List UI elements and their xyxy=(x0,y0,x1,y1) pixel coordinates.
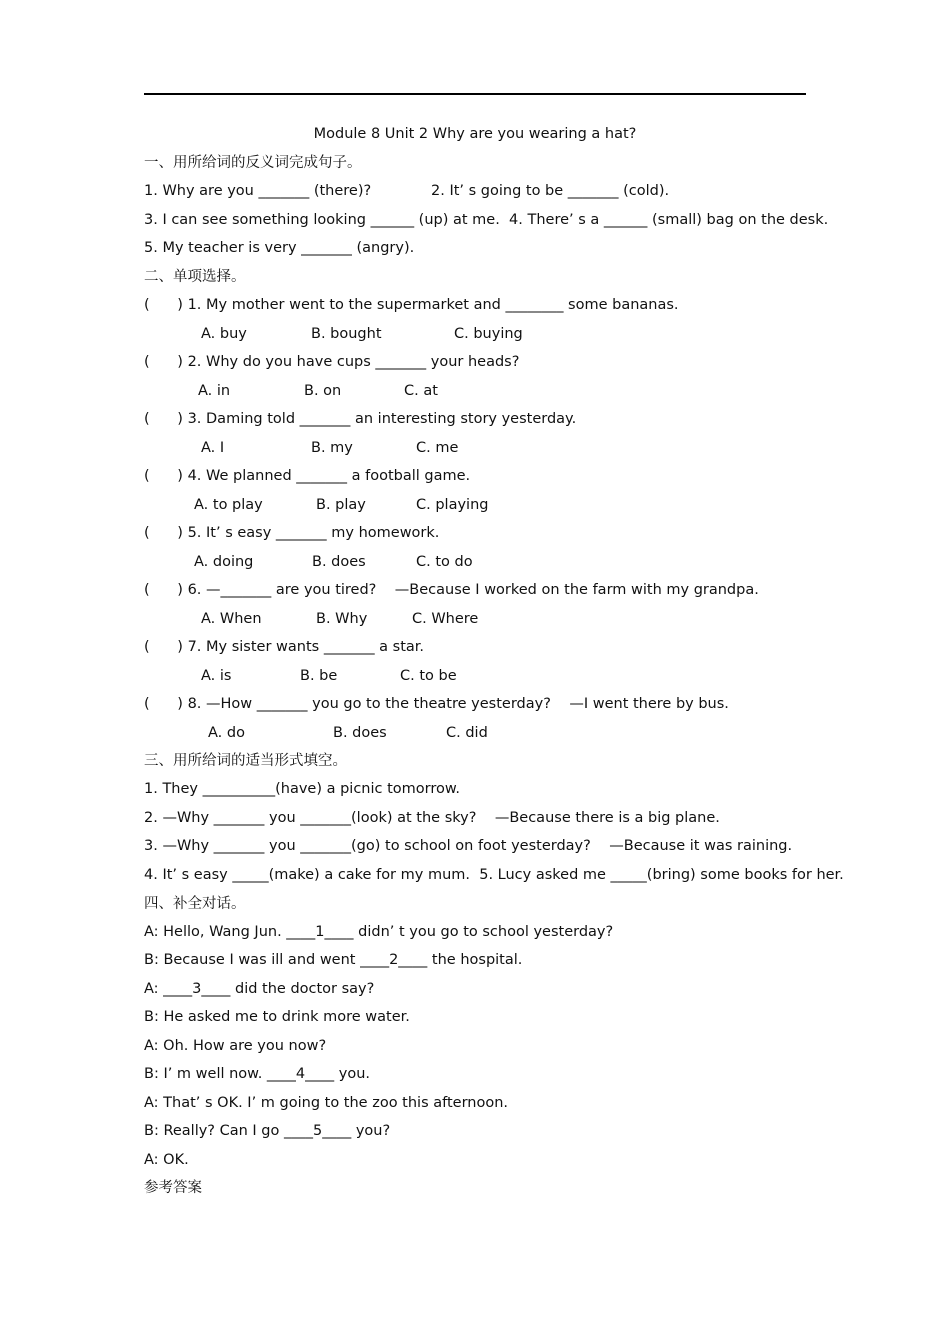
s3-item-3: 3. —Why _______ you _______(go) to school on foot yesterday? —Because it was raining. xyxy=(144,838,793,854)
mc-q1-option-c: C. buying xyxy=(454,326,523,342)
mc-q4-option-b: B. play xyxy=(316,497,366,513)
dialogue-line: A: Oh. How are you now? xyxy=(144,1038,327,1054)
s3-items-4-5: 4. It’ s easy _____(make) a cake for my mum. 5. Lucy asked me _____(bring) some books for her. xyxy=(144,867,844,883)
mc-q6-option-a: A. When xyxy=(201,611,262,627)
dialogue-line: B: Because I was ill and went ____2____ the hospital. xyxy=(144,952,523,968)
mc-q8-option-b: B. does xyxy=(333,725,387,741)
mc-question-6: ( ) 6. —_______ are you tired? —Because I worked on the farm with my grandpa. xyxy=(144,582,759,598)
dialogue-line: A: OK. xyxy=(144,1152,189,1168)
mc-question-1: ( ) 1. My mother went to the supermarket and ________ some bananas. xyxy=(144,297,679,313)
mc-q3-option-a: A. I xyxy=(201,440,225,456)
mc-q4-option-c: C. playing xyxy=(416,497,489,513)
mc-q2-option-a: A. in xyxy=(198,383,231,399)
section1-heading: 一、用所给词的反义词完成句子。 xyxy=(144,155,362,171)
s1-item-5: 5. My teacher is very _______ (angry). xyxy=(144,240,415,256)
mc-q6-option-b: B. Why xyxy=(316,611,368,627)
dialogue-line: B: Really? Can I go ____5____ you? xyxy=(144,1123,391,1139)
s1-item-2: 2. It’ s going to be _______ (cold). xyxy=(431,183,670,199)
s3-item-2: 2. —Why _______ you _______(look) at the sky? —Because there is a big plane. xyxy=(144,810,720,826)
s3-item-1: 1. They __________(have) a picnic tomorrow. xyxy=(144,781,461,797)
mc-q5-option-a: A. doing xyxy=(194,554,254,570)
mc-q1-option-a: A. buy xyxy=(201,326,247,342)
mc-question-4: ( ) 4. We planned _______ a football game. xyxy=(144,468,471,484)
mc-q7-option-a: A. is xyxy=(201,668,232,684)
mc-q5-option-b: B. does xyxy=(312,554,366,570)
mc-q5-option-c: C. to do xyxy=(416,554,473,570)
mc-q7-option-b: B. be xyxy=(300,668,338,684)
dialogue-line: A: ____3____ did the doctor say? xyxy=(144,981,375,997)
mc-q3-option-b: B. my xyxy=(311,440,353,456)
section3-heading: 三、用所给词的适当形式填空。 xyxy=(144,753,347,769)
s1-items-3-4: 3. I can see something looking ______ (up) at me. 4. There’ s a ______ (small) bag on the desk. xyxy=(144,212,829,228)
s1-item-1: 1. Why are you _______ (there)? xyxy=(144,183,372,199)
mc-q8-option-a: A. do xyxy=(208,725,245,741)
mc-q1-option-b: B. bought xyxy=(311,326,382,342)
mc-question-5: ( ) 5. It’ s easy _______ my homework. xyxy=(144,525,440,541)
dialogue-line: A: Hello, Wang Jun. ____1____ didn’ t you go to school yesterday? xyxy=(144,924,614,940)
mc-q3-option-c: C. me xyxy=(416,440,459,456)
top-rule xyxy=(144,93,806,95)
document-title: Module 8 Unit 2 Why are you wearing a hat? xyxy=(313,126,637,142)
section2-heading: 二、单项选择。 xyxy=(144,269,246,285)
mc-question-8: ( ) 8. —How _______ you go to the theatre yesterday? —I went there by bus. xyxy=(144,696,729,712)
mc-question-3: ( ) 3. Daming told _______ an interesting story yesterday. xyxy=(144,411,577,427)
mc-question-7: ( ) 7. My sister wants _______ a star. xyxy=(144,639,425,655)
dialogue-line: B: I’ m well now. ____4____ you. xyxy=(144,1066,371,1082)
answers-heading: 参考答案 xyxy=(144,1180,202,1196)
mc-q4-option-a: A. to play xyxy=(194,497,263,513)
dialogue-line: A: That’ s OK. I’ m going to the zoo this afternoon. xyxy=(144,1095,509,1111)
mc-question-2: ( ) 2. Why do you have cups _______ your heads? xyxy=(144,354,520,370)
mc-q7-option-c: C. to be xyxy=(400,668,457,684)
mc-q2-option-b: B. on xyxy=(304,383,342,399)
mc-q6-option-c: C. Where xyxy=(412,611,479,627)
section4-heading: 四、补全对话。 xyxy=(144,896,246,912)
mc-q2-option-c: C. at xyxy=(404,383,438,399)
mc-q8-option-c: C. did xyxy=(446,725,488,741)
dialogue-line: B: He asked me to drink more water. xyxy=(144,1009,410,1025)
